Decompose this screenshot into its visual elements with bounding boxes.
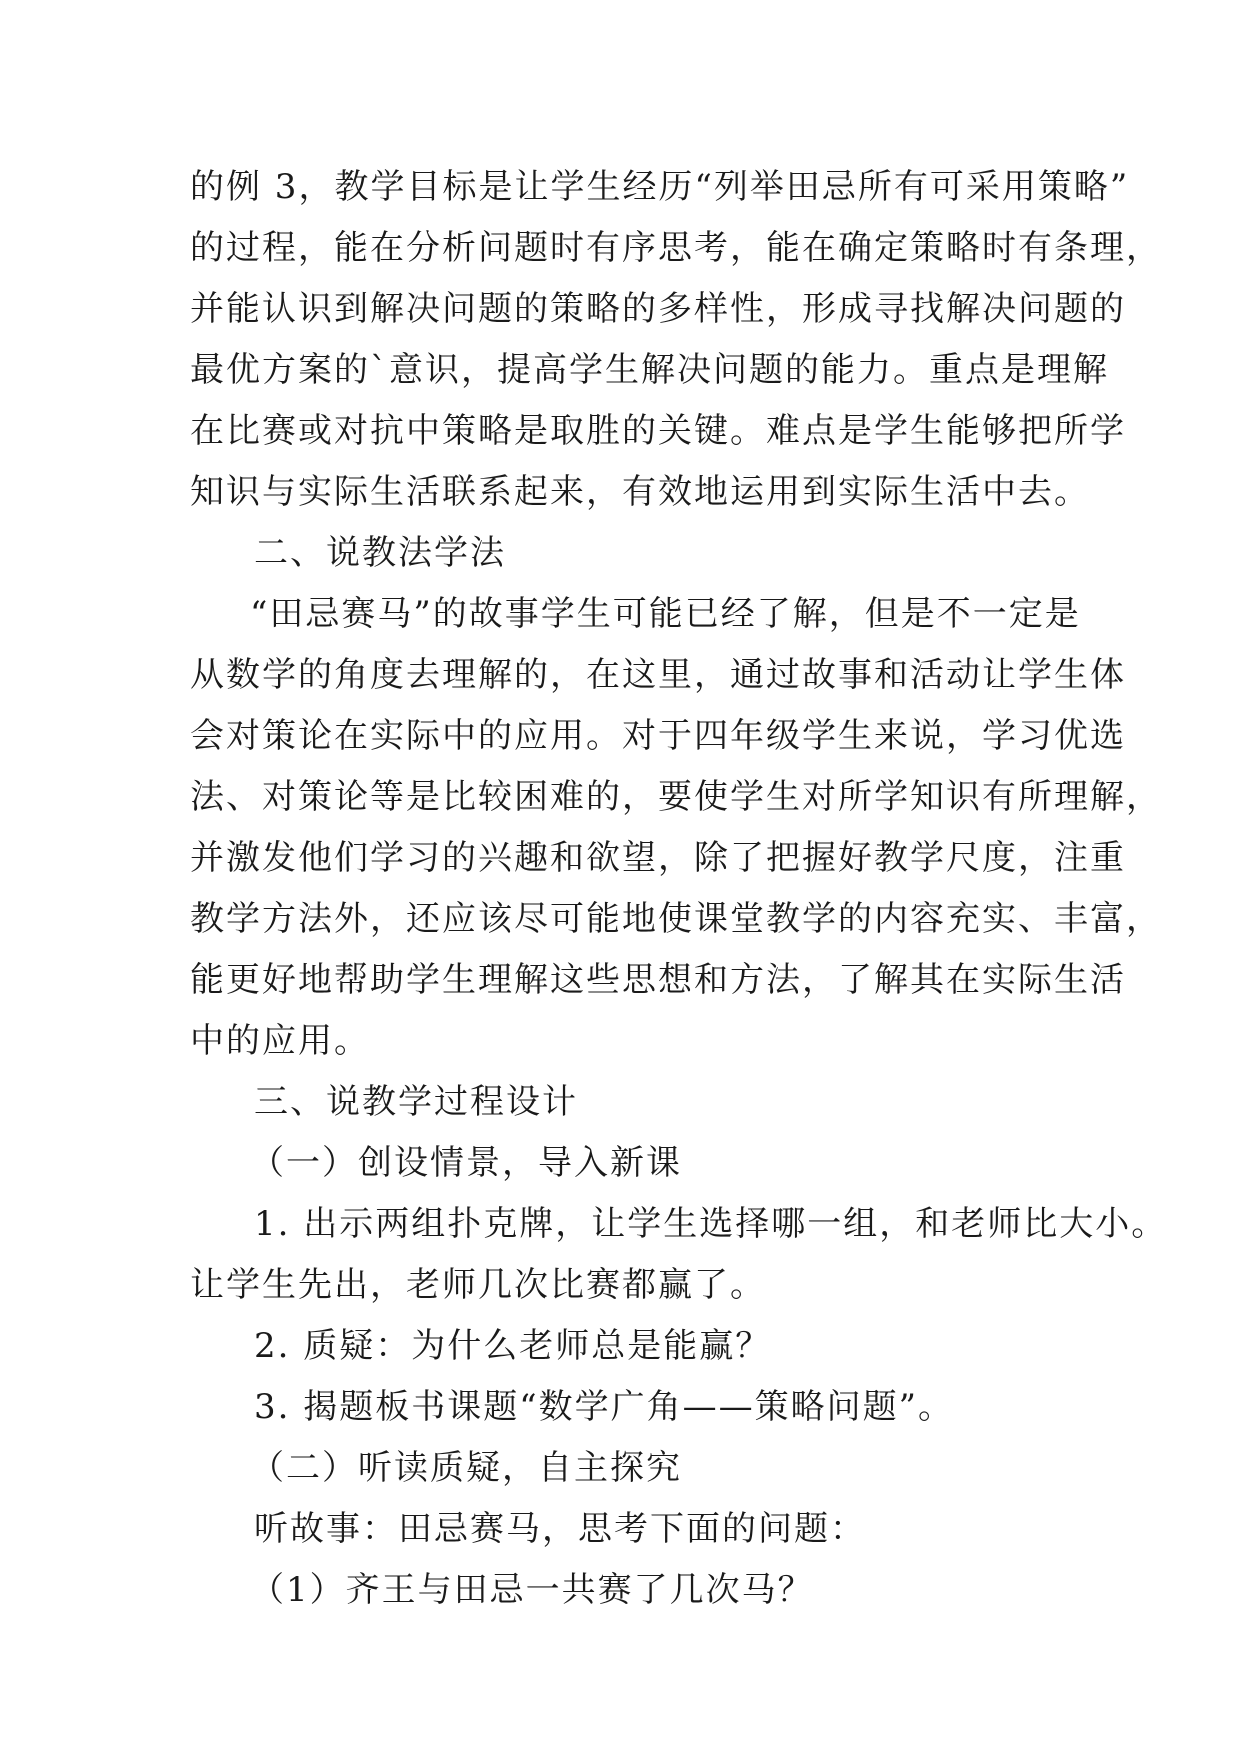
text-line: 最优方案的`意识，提高学生解决问题的能力。重点是理解 — [190, 350, 1109, 390]
list-item: 3. 揭题板书课题“数学广角——策略问题”。 — [254, 1387, 955, 1427]
text-line: 的例 3，教学目标是让学生经历“列举田忌所有可采用策略” — [190, 167, 1130, 207]
text-line: 知识与实际生活联系起来，有效地运用到实际生活中去。 — [190, 472, 1090, 512]
text-line: 中的应用。 — [190, 1021, 370, 1061]
text-line: 法、对策论等是比较困难的，要使学生对所学知识有所理解， — [190, 777, 1162, 817]
list-item: （1）齐王与田忌一共赛了几次马？ — [250, 1570, 814, 1610]
text-line: 在比赛或对抗中策略是取胜的关键。难点是学生能够把所学 — [190, 411, 1126, 451]
subsection-heading: （一）创设情景，导入新课 — [250, 1143, 682, 1183]
list-item: 1. 出示两组扑克牌，让学生选择哪一组，和老师比大小。 — [254, 1204, 1168, 1244]
paragraph-first-line: “田忌赛马”的故事学生可能已经了解，但是不一定是 — [250, 594, 1081, 634]
text-line: 听故事：田忌赛马，思考下面的问题： — [254, 1509, 866, 1549]
section-heading: 三、说教学过程设计 — [254, 1082, 578, 1122]
text-line: 让学生先出，老师几次比赛都赢了。 — [190, 1265, 766, 1305]
text-line: 的过程，能在分析问题时有序思考，能在确定策略时有条理， — [190, 228, 1162, 268]
body-text — [190, 157, 1168, 1621]
text-line: 从数学的角度去理解的，在这里，通过故事和活动让学生体 — [190, 655, 1126, 695]
text-line: 教学方法外，还应该尽可能地使课堂教学的内容充实、丰富， — [190, 899, 1162, 939]
list-item: 2. 质疑：为什么老师总是能赢？ — [254, 1326, 772, 1366]
text-line: 会对策论在实际中的应用。对于四年级学生来说，学习优选 — [190, 716, 1126, 756]
section-heading: 二、说教法学法 — [254, 533, 506, 573]
subsection-heading: （二）听读质疑，自主探究 — [250, 1448, 682, 1488]
text-line: 并激发他们学习的兴趣和欲望，除了把握好教学尺度，注重 — [190, 838, 1126, 878]
text-line: 并能认识到解决问题的策略的多样性，形成寻找解决问题的 — [190, 289, 1126, 329]
text-line: 能更好地帮助学生理解这些思想和方法，了解其在实际生活 — [190, 960, 1126, 1000]
